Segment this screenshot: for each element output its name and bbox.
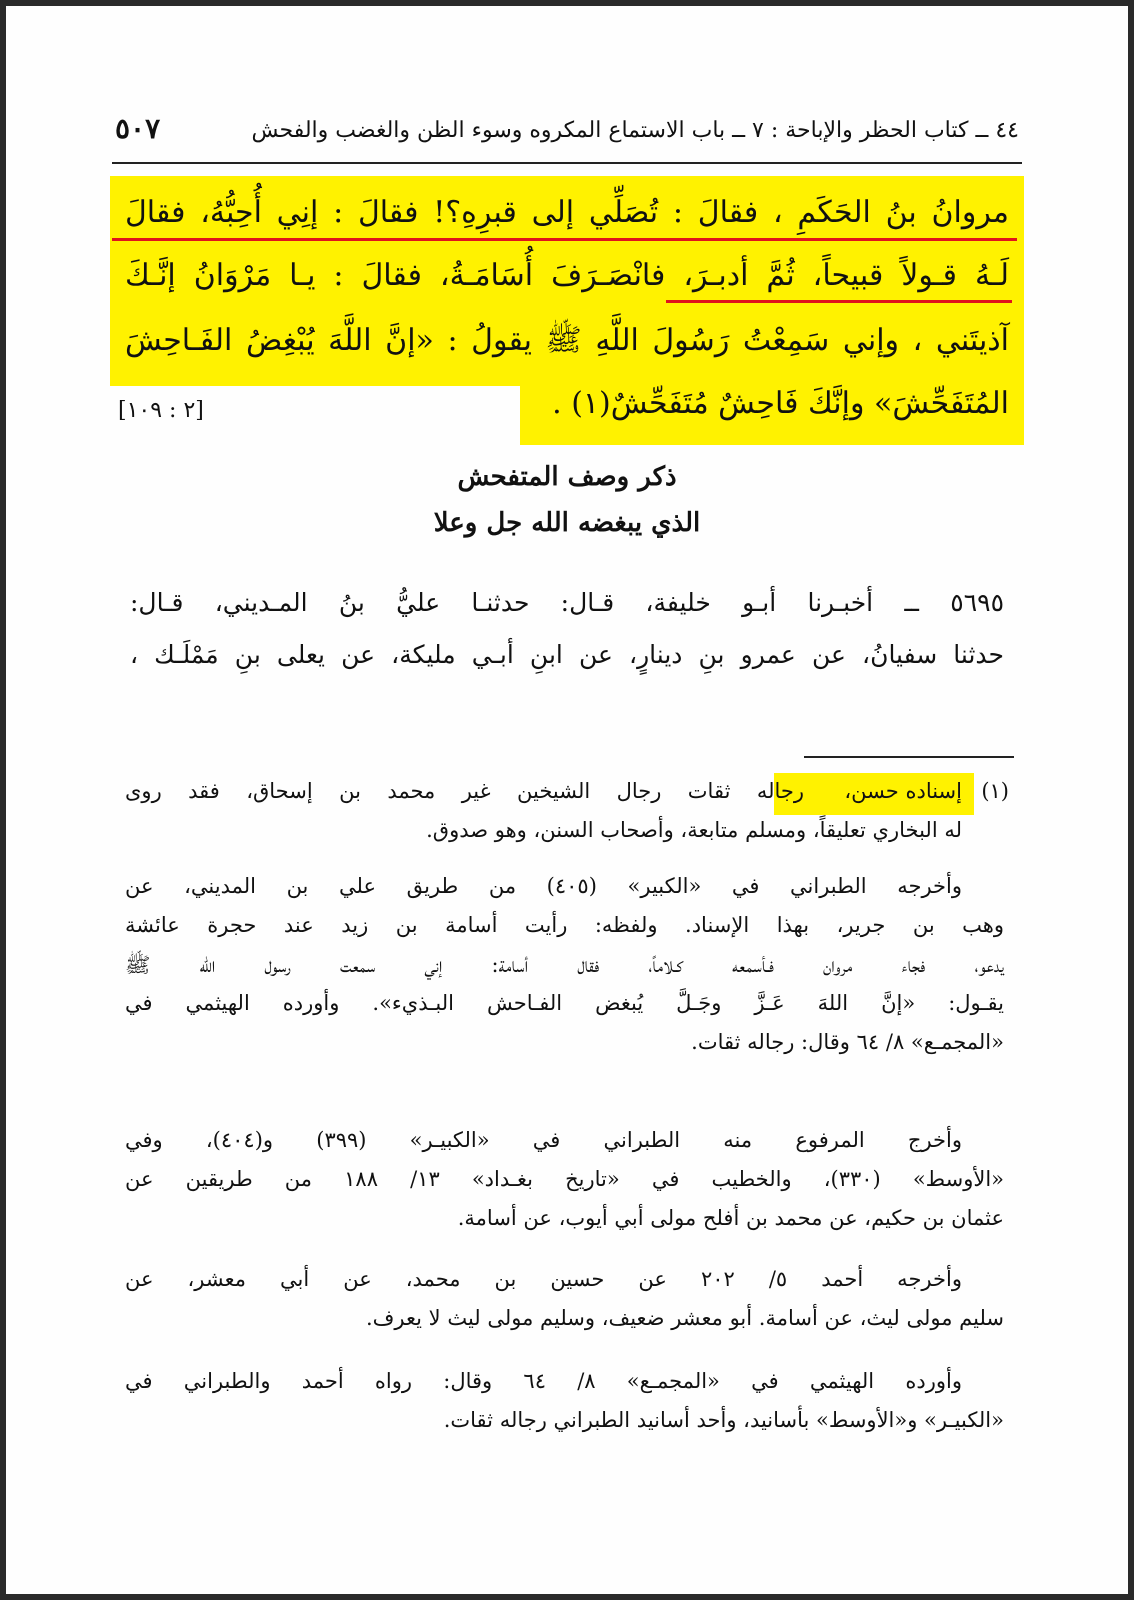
footnote-p2-line-1: وأخرجه الطبراني في «الكبير» (٤٠٥) من طريق علي بن المديني، عن	[125, 874, 962, 898]
footnote-rule	[804, 756, 1014, 758]
footnote-highlight-text: إسناده حسن،	[844, 779, 962, 803]
body-line-2: حدثنا سفيانُ، عن عمرو بنِ دينارٍ، عن ابنِ أبـي مليكة، عن يعلى بنِ مَمْلَـك ،	[130, 640, 1004, 669]
page-header	[115, 112, 1019, 156]
footnote-p2-line-3: يدعو، فجاء مروان فـأسمعه كـلاماً، فقال أسامة: إني سمعت رسول الله ﷺ	[125, 953, 1004, 977]
hadith-line-4: المُتَفَحِّشَ» وإنَّكَ فَاحِشٌ مُتَفَحِّشٌ(١) .	[552, 386, 1009, 421]
section-title-2: الذي يبغضه الله جل وعلا	[433, 508, 701, 538]
hadith-line-1: مروانُ بنُ الحَكَمِ ، فقالَ : تُصَلِّي إلى قبرِهِ؟! فقالَ : إنِي أُحِبُّهُ، فقالَ	[125, 195, 1009, 230]
footnote-p3-line-1: وأخرج المرفوع منه الطبراني في «الكبيـر» (٣٩٩) و(٤٠٤)، وفي	[125, 1128, 963, 1152]
header-rule	[112, 162, 1022, 164]
footnote-p3-line-3: عثمان بن حكيم، عن محمد بن أفلح مولى أبي أيوب، عن أسامة.	[457, 1206, 1004, 1230]
footnote-p1-line-2: له البخاري تعليقاً، ومسلم متابعة، وأصحاب السنن، وهو صدوق.	[426, 818, 962, 842]
footnote-p2-line-4: يقـول: «إنَّ اللهَ عَـزَّ وجَـلَّ يُبغض الفـاحش البـذيء». وأورده الهيثمي في	[125, 991, 1004, 1015]
underline-1	[112, 238, 1017, 241]
footnote-p2-line-5: «المجمـع» ٨/ ٦٤ وقال: رجاله ثقات.	[691, 1030, 1004, 1054]
footnote-p5-line-2: «الكبيـر» و«الأوسط» بأسانيد، وأحد أسانيد الطبراني رجاله ثقات.	[443, 1408, 1004, 1432]
footnote-number: (١)	[981, 779, 1009, 803]
hadith-reference: [٢ : ١٠٩]	[118, 398, 204, 423]
body-line-1: ٥٦٩٥ ــ أخبـرنا أبـو خليفة، قـال: حدثنـا عليُّ بنُ المـديني، قـال:	[130, 588, 1004, 617]
running-head: ٤٤ ــ كتاب الحظر والإباحة : ٧ ــ باب الاستماع المكروه وسوء الظن والغضب والفحش	[251, 118, 1019, 143]
hadith-line-3: آذيتَني ، وإني سَمِعْتُ رَسُولَ اللَّهِ ﷺ يقولُ : «إنَّ اللَّهَ يُبْغِضُ الفَـاحِشَ	[125, 323, 1009, 358]
footnote-p2-line-2: وهب بن جرير، بهذا الإسناد. ولفظه: رأيت أسامة بن زيد عند حجرة عائشة	[125, 913, 1004, 937]
page-number: ٥٠٧	[115, 112, 161, 145]
footnote-p3-line-2: «الأوسط» (٣٣٠)، والخطيب في «تاريخ بغـداد» ١٣/ ١٨٨ من طريقين عن	[125, 1167, 1005, 1191]
hadith-line-2: لَـهُ قـولاً قبيحاً، ثُمَّ أدبـرَ، فانْصَـرَفَ أُسَامَـةُ، فقالَ : يـا مَرْوَانُ إنَّـكَ	[125, 258, 1009, 293]
footnote-p4-line-2: سليم مولى ليث، عن أسامة. أبو معشر ضعيف، وسليم مولى ليث لا يعرف.	[365, 1306, 1004, 1330]
section-title-1: ذكر وصف المتفحش	[457, 462, 677, 492]
footnote-p5-line-1: وأورده الهيثمي في «المجمـع» ٨/ ٦٤ وقال: رواه أحمد والطبراني في	[125, 1369, 962, 1393]
footnote-p1-line-1: رجاله ثقات رجال الشيخين غير محمد بن إسحاق، فقد روى	[125, 779, 804, 803]
footnote-p4-line-1: وأخرجه أحمد ٥/ ٢٠٢ عن حسين بن محمد، عن أبي معشر، عن	[125, 1267, 962, 1291]
underline-2	[666, 300, 1012, 303]
